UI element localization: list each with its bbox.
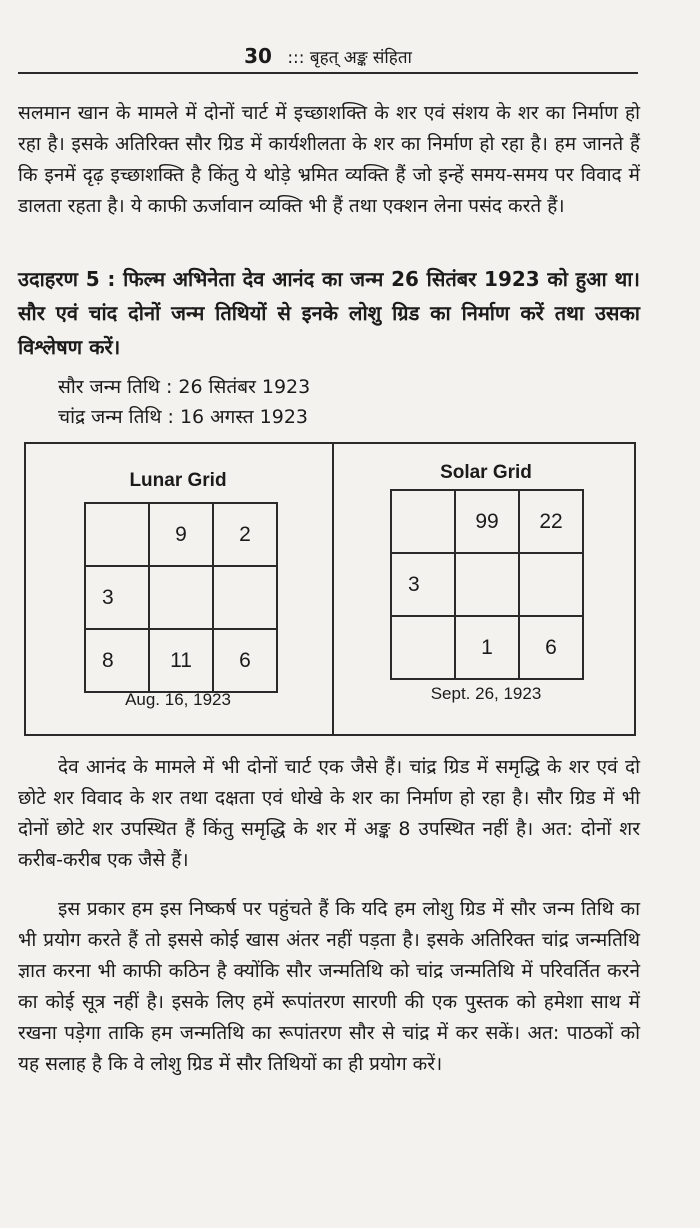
grid-cell <box>149 566 213 629</box>
grid-cell <box>455 553 519 616</box>
running-title: ::: बृहत् अङ्क संहिता <box>287 48 412 68</box>
solar-grid-title: Solar Grid <box>440 462 532 483</box>
paragraph-dev-anand-analysis: देव आनंद के मामले में भी दोनों चार्ट एक जैसे हैं। चांद्र ग्रिड में समृद्धि के शर एवं दो छोटे शर विवाद के शर तथा दक्षता एवं धोखे के शर का निर्माण हो रहा है। सौर ग्रिड में भी दोनों छोटे शर उपस्थित हैं किंतु समृद्धि के शर में अङ्क 8 उपस्थित नहीं है। अत: दोनों शर करीब-करीब एक जैसे हैं। <box>18 756 640 871</box>
grid-cell: 9 <box>149 503 213 566</box>
solar-birth-date: सौर जन्म तिथि : 26 सितंबर 1923 <box>58 376 311 398</box>
grid-row <box>391 490 583 553</box>
grid-cell: 11 <box>149 629 213 692</box>
grid-cell: 2 <box>213 503 277 566</box>
page-number: 30 <box>244 44 272 68</box>
lunar-birth-date: चांद्र जन्म तिथि : 16 अगस्त 1923 <box>58 406 308 428</box>
lunar-grid-panel <box>26 444 330 734</box>
lunar-grid-caption: Aug. 16, 1923 <box>125 690 231 709</box>
grid-row <box>391 553 583 616</box>
paragraph-conclusion: इस प्रकार हम इस निष्कर्ष पर पहुंचते हैं कि यदि हम लोशु ग्रिड में सौर जन्म तिथि का भी प्रयोग करते हैं तो इससे कोई खास अंतर नहीं पड़ता है। इसके अतिरिक्त चांद्र जन्मतिथि ज्ञात करना भी काफी कठिन है क्योंकि सौर जन्मतिथि को चांद्र जन्मतिथि में परिवर्तित करने का कोई सूत्र नहीं है। इसके लिए हमें रूपांतरण सारणी की एक पुस्तक को हमेशा साथ में रखना पड़ेगा ताकि हम जन्मतिथि का रूपांतरण सौर से चांद्र में कर सकें। अत: पाठकों को यह सलाह है कि वे लोशु ग्रिड में सौर तिथियों का ही प्रयोग करें। <box>18 898 640 1075</box>
grid-figure <box>24 442 636 736</box>
grid-cell <box>85 503 149 566</box>
grid-row <box>85 629 277 692</box>
lunar-grid-table <box>84 502 278 693</box>
solar-grid-table <box>390 489 584 680</box>
grid-cell <box>519 553 583 616</box>
grid-cell: 3 <box>85 566 149 629</box>
grid-cell: 3 <box>391 553 455 616</box>
grid-cell: 6 <box>519 616 583 679</box>
grid-row <box>85 566 277 629</box>
grid-row <box>85 503 277 566</box>
lunar-grid-title: Lunar Grid <box>129 470 227 491</box>
solar-grid-panel <box>334 444 638 734</box>
grid-cell: 99 <box>455 490 519 553</box>
grid-cell <box>391 490 455 553</box>
grid-cell: 1 <box>455 616 519 679</box>
paragraph-salman-khan: सलमान खान के मामले में दोनों चार्ट में इच्छाशक्ति के शर एवं संशय के शर का निर्माण हो रहा है। इसके अतिरिक्त सौर ग्रिड में कार्यशीलता के शर का निर्माण हो रहा है। हम जानते हैं कि इनमें दृढ़ इच्छाशक्ति है किंतु ये थोड़े भ्रमित व्यक्ति हैं जो इन्हें समय-समय पर विवाद में डालता रहता है। ये काफी ऊर्जावान व्यक्ति भी हैं तथा एक्शन लेना पसंद करते हैं। <box>18 102 640 217</box>
running-header <box>18 44 638 68</box>
grid-cell <box>213 566 277 629</box>
grid-cell: 6 <box>213 629 277 692</box>
grid-row <box>391 616 583 679</box>
solar-grid-caption: Sept. 26, 1923 <box>430 684 542 703</box>
header-rule <box>18 72 638 74</box>
grid-cell: 8 <box>85 629 149 692</box>
grid-cell <box>391 616 455 679</box>
grid-cell: 22 <box>519 490 583 553</box>
example-5-heading: उदाहरण 5 : फिल्म अभिनेता देव आनंद का जन्म 26 सितंबर 1923 को हुआ था। सौर एवं चांद दोनों जन्म तिथियों से इनके लोशु ग्रिड का निर्माण करें तथा उसका विश्लेषण करें। <box>18 267 640 359</box>
